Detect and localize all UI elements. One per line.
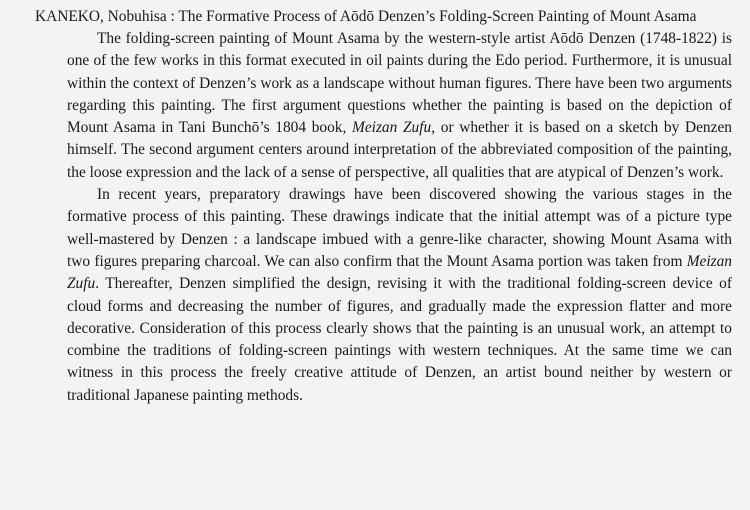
book-title-italic: Meizan Zufu: [352, 119, 432, 137]
paragraph-text: In recent years, preparatory drawings have been discovered showing the various stages in the formative process of this painting. These drawings indicate that the initial attempt was of a picture type well-mastered by Denzen : a landscape imbued with a genre-like character, showing Mount Asama with two figures preparing charcoal. We can also confirm that the Mount Asama portion was taken from: [67, 186, 732, 270]
paragraph-text: . Thereafter, Denzen simplified the design, revising it with the traditional folding-screen device of cloud forms and decreasing the number of figures, and gradually made the expression flatter and more decorative. Consideration of this process clearly shows that the painting is an unusual work, an attempt to combine the traditions of folding-screen paintings with western techniques. At the same time we can witness in this process the freely creative attitude of Denzen, an artist bound neither by western or traditional Japanese painting methods.: [67, 275, 732, 404]
paragraph-text: , or whether it is based on a sketch by Denzen himself. The second argument centers around interpretation of the abbreviated composition of the painting, the loose expression and the lack of a sense of perspective, all qualities that are atypical of Denzen’s work.: [67, 119, 732, 181]
paragraph-text: The folding-screen painting of Mount Asama by the western-style artist Aōdō Denzen (1748-1822) is one of the few works in this format executed in oil paints during the Edo period. Furthermore, it is unusual within the context of Denzen’s work as a landscape without human figures. There have been two arguments regarding this painting. The first argument questions whether the painting is based on the depiction of Mount Asama in Tani Bunchō’s 1804 book,: [67, 30, 732, 137]
abstract-paragraph-1: [35, 28, 732, 184]
article-title: KANEKO, Nobuhisa : The Formative Process of Aōdō Denzen’s Folding-Screen Painting of Mount Asama: [35, 8, 697, 25]
book-title-italic: Meizan Zufu: [67, 252, 732, 293]
abstract-paragraph-2: [35, 184, 732, 407]
